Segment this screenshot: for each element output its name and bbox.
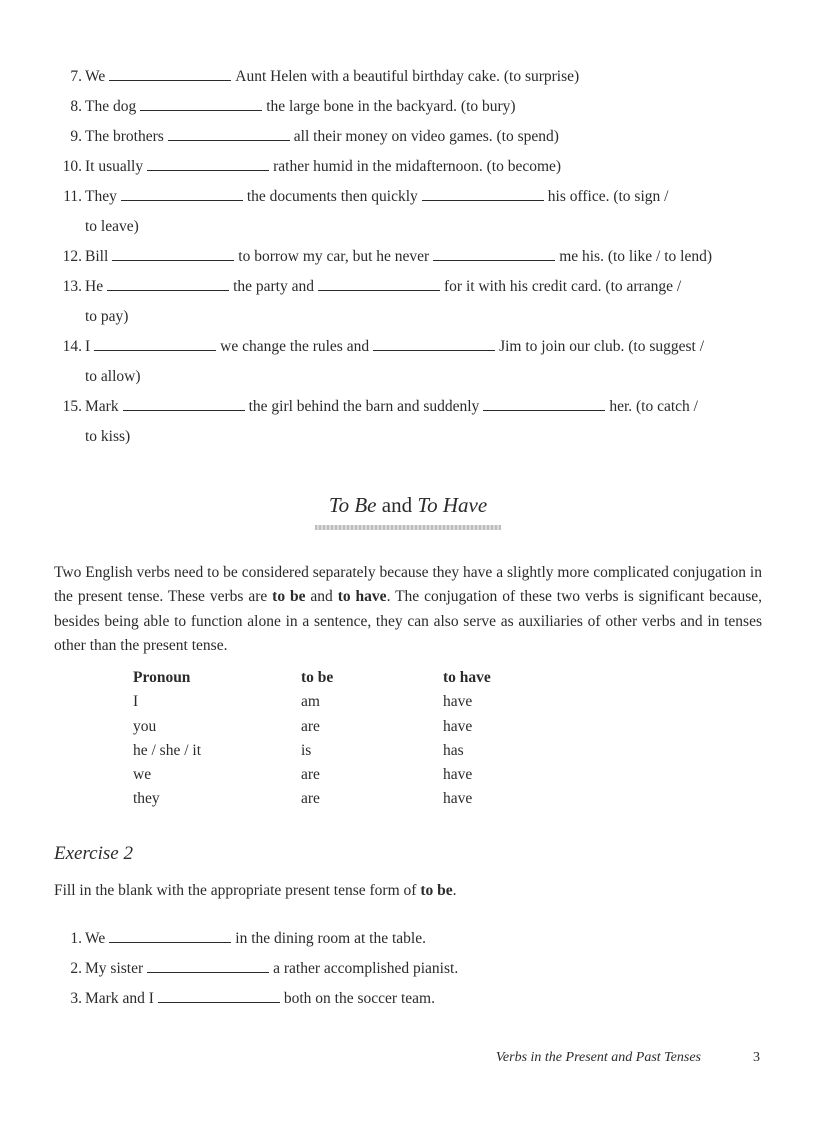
exercise-2-instruction: [54, 882, 456, 900]
continuation-text: to kiss): [85, 428, 131, 445]
continuation-text: to pay): [85, 308, 129, 325]
sentence-fragment: his office. (to sign /: [547, 188, 669, 205]
answer-blank[interactable]: [318, 276, 440, 291]
answer-blank[interactable]: [158, 988, 280, 1003]
exercise-item: [54, 182, 766, 212]
number-spacer: [54, 212, 82, 242]
sentence-fragment: me his. (to like / to lend): [559, 248, 713, 265]
item-number: 9.: [70, 128, 82, 145]
footer-title: Verbs in the Present and Past Tenses: [495, 1050, 701, 1065]
sentence-fragment: the party and: [233, 278, 314, 295]
exercise-item: [54, 392, 766, 422]
item-number: 12.: [62, 248, 82, 265]
intro-bold-to-have: to have: [337, 588, 387, 605]
answer-blank[interactable]: [168, 126, 290, 141]
answer-blank[interactable]: [483, 396, 605, 411]
table-header-cell: to be: [301, 669, 334, 686]
item-sentence: [82, 122, 766, 152]
sentence-fragment: both on the soccer team.: [283, 990, 435, 1007]
item-number: 10.: [62, 158, 82, 175]
table-row: [133, 739, 563, 763]
sentence-fragment: They: [85, 188, 117, 205]
table-cell: we: [133, 766, 152, 784]
intro-text-1: Two English verbs need to be considered separately because they have a slightly more complicated conjugation in the present tense. These verbs are: [54, 563, 762, 605]
sentence-fragment: her. (to catch /: [609, 398, 698, 415]
heading-underline: [315, 525, 501, 530]
item-number: 1.: [70, 930, 82, 947]
answer-blank[interactable]: [433, 246, 555, 261]
number-spacer: [54, 362, 82, 392]
sentence-fragment: the large bone in the backyard. (to bury): [266, 98, 516, 115]
item-sentence: [82, 272, 766, 302]
table-cell: he / she / it: [133, 741, 202, 759]
table-row: [133, 715, 563, 739]
table-cell: have: [443, 717, 473, 735]
answer-blank[interactable]: [112, 246, 234, 261]
table-header-cell: to have: [443, 669, 491, 686]
item-sentence: [82, 392, 766, 422]
intro-text-2: and: [305, 588, 338, 605]
sentence-fragment: rather humid in the midafternoon. (to become): [273, 158, 562, 175]
item-number: 14.: [62, 338, 82, 355]
answer-blank[interactable]: [140, 96, 262, 111]
table-cell: are: [301, 717, 320, 735]
answer-blank[interactable]: [109, 66, 231, 81]
exercise-item-continuation: [54, 212, 766, 242]
table-cell: they: [133, 790, 160, 808]
sentence-fragment: Aunt Helen with a beautiful birthday cake. (to surprise): [235, 68, 580, 85]
sentence-fragment: Mark: [85, 398, 119, 415]
exercise-2-title: Exercise 2: [54, 843, 133, 864]
heading-to-have: To Have: [417, 493, 488, 517]
exercise-item: [54, 272, 766, 302]
item-sentence: [82, 954, 766, 984]
number-spacer: [54, 302, 82, 332]
page-number: 3: [753, 1050, 760, 1065]
table-cell: are: [301, 790, 320, 808]
sentence-fragment: the documents then quickly: [246, 188, 418, 205]
sentence-fragment: We: [85, 930, 106, 947]
answer-blank[interactable]: [373, 336, 495, 351]
exercise-item-continuation: [54, 422, 766, 452]
conjugation-table: [133, 666, 563, 812]
answer-blank[interactable]: [94, 336, 216, 351]
item-number: 2.: [70, 960, 82, 977]
answer-blank[interactable]: [107, 276, 229, 291]
instruction-bold: to be: [420, 882, 453, 899]
intro-text-3: . The conjugation of these two verbs is significant because, besides being able to function alone in a sentence, they can also serve as auxiliaries of other verbs and in tenses other than the present tense.: [54, 588, 762, 654]
item-number: 8.: [70, 98, 82, 115]
table-cell: are: [301, 766, 320, 784]
section-heading: [0, 490, 816, 520]
sentence-fragment: It usually: [85, 158, 144, 175]
sentence-fragment: a rather accomplished pianist.: [273, 960, 459, 977]
answer-blank[interactable]: [109, 928, 231, 943]
heading-and: and: [376, 493, 418, 517]
heading-to-be: To Be: [328, 493, 377, 517]
exercise-item: [54, 954, 766, 984]
answer-blank[interactable]: [121, 186, 243, 201]
sentence-fragment: The dog: [85, 98, 137, 115]
sentence-fragment: The brothers: [85, 128, 164, 145]
table-cell: have: [443, 766, 473, 784]
table-cell: am: [301, 693, 320, 711]
table-header-row: [133, 666, 563, 690]
exercise-1-list: [54, 62, 766, 452]
answer-blank[interactable]: [147, 156, 269, 171]
sentence-fragment: I: [85, 338, 91, 355]
intro-bold-to-be: to be: [272, 588, 306, 605]
exercise-item: [54, 332, 766, 362]
table-cell: have: [443, 693, 473, 711]
item-sentence: [82, 242, 766, 272]
table-cell: has: [443, 741, 464, 759]
exercise-item: [54, 984, 766, 1014]
continuation-text: to allow): [85, 368, 141, 385]
item-number: 15.: [62, 398, 82, 415]
table-cell: is: [301, 741, 312, 759]
item-number: 11.: [63, 188, 82, 205]
sentence-fragment: we change the rules and: [220, 338, 370, 355]
sentence-fragment: He: [85, 278, 104, 295]
item-sentence: [82, 924, 766, 954]
item-sentence: [82, 182, 766, 212]
sentence-fragment: Bill: [85, 248, 109, 265]
table-cell: you: [133, 717, 157, 735]
intro-paragraph: [54, 561, 762, 659]
answer-blank[interactable]: [147, 958, 269, 973]
exercise-item: [54, 242, 766, 272]
sentence-fragment: Mark and I: [85, 990, 154, 1007]
exercise-item-continuation: [54, 302, 766, 332]
exercise-item: [54, 924, 766, 954]
item-number: 3.: [70, 990, 82, 1007]
item-number: 7.: [70, 68, 82, 85]
table-header-cell: Pronoun: [133, 669, 191, 686]
item-sentence: [82, 62, 766, 92]
sentence-fragment: in the dining room at the table.: [235, 930, 426, 947]
sentence-fragment: for it with his credit card. (to arrange /: [444, 278, 682, 295]
table-row: [133, 690, 563, 714]
number-spacer: [54, 422, 82, 452]
table-row: [133, 787, 563, 811]
exercise-2-list: [54, 924, 766, 1014]
sentence-fragment: all their money on video games. (to spend): [293, 128, 559, 145]
table-cell: I: [133, 693, 139, 711]
continuation-text: to leave): [85, 218, 139, 235]
item-sentence: [82, 152, 766, 182]
exercise-item: [54, 122, 766, 152]
instruction-text-1: Fill in the blank with the appropriate present tense form of: [54, 882, 421, 899]
exercise-item-continuation: [54, 362, 766, 392]
sentence-fragment: to borrow my car, but he never: [238, 248, 430, 265]
exercise-item: [54, 152, 766, 182]
sentence-fragment: the girl behind the barn and suddenly: [248, 398, 480, 415]
table-cell: have: [443, 790, 473, 808]
exercise-item: [54, 62, 766, 92]
answer-blank[interactable]: [422, 186, 544, 201]
sentence-fragment: We: [85, 68, 106, 85]
table-row: [133, 763, 563, 787]
answer-blank[interactable]: [123, 396, 245, 411]
item-sentence: [82, 332, 766, 362]
sentence-fragment: My sister: [85, 960, 144, 977]
instruction-text-2: .: [452, 882, 457, 899]
item-sentence: [82, 984, 766, 1014]
sentence-fragment: Jim to join our club. (to suggest /: [499, 338, 705, 355]
item-sentence: [82, 92, 766, 122]
item-number: 13.: [62, 278, 82, 295]
exercise-item: [54, 92, 766, 122]
